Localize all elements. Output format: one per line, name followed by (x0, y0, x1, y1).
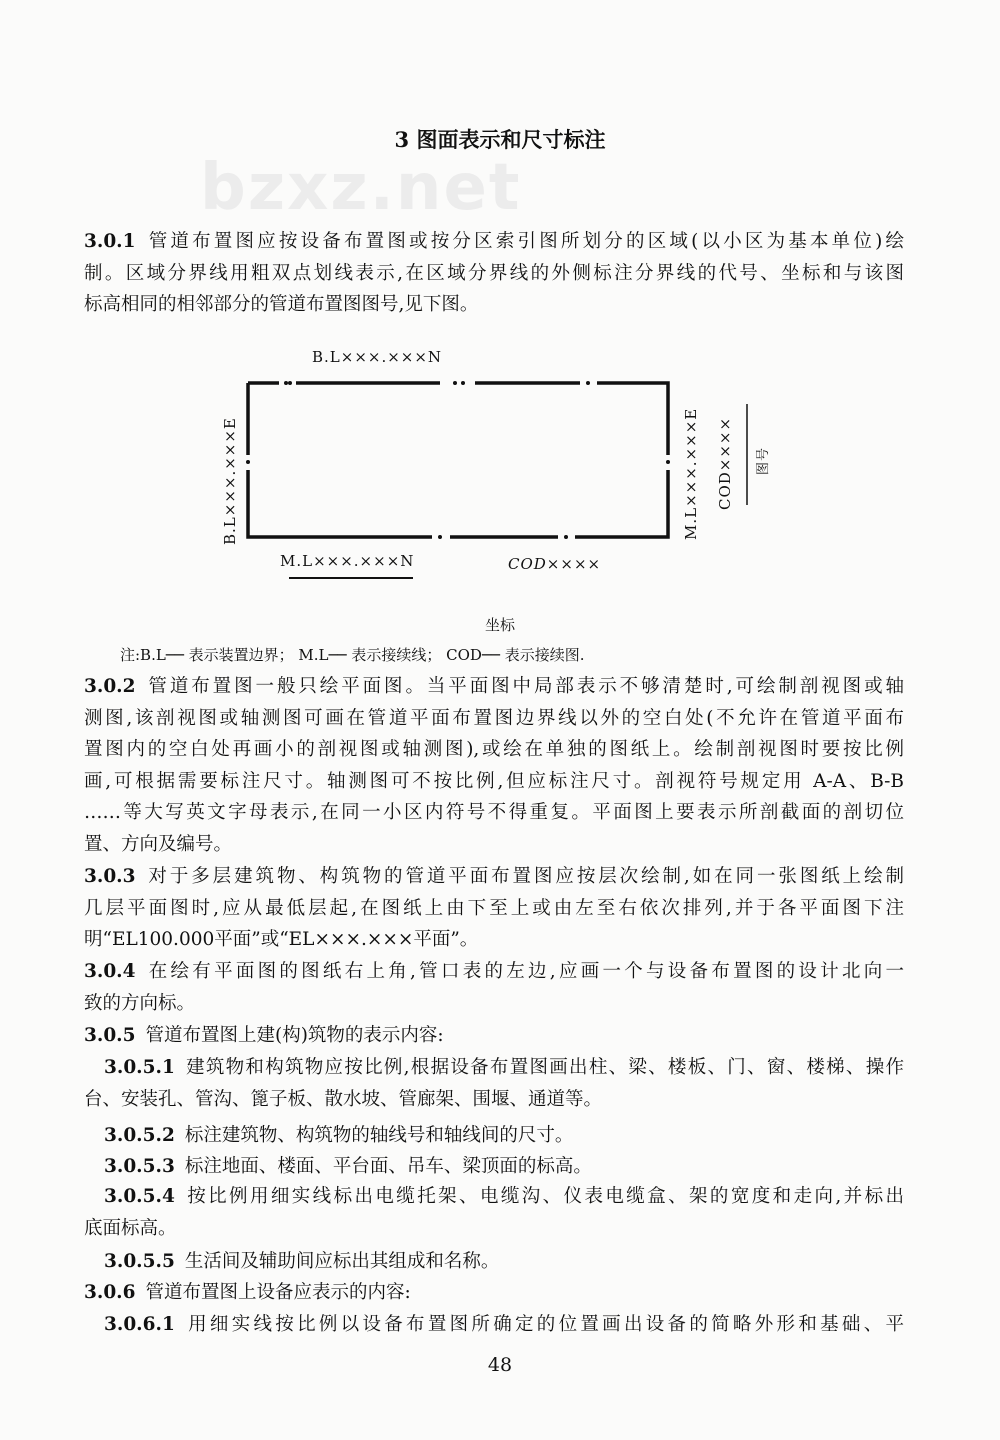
clause-number: 3.0.4 (84, 961, 136, 982)
text-line: 建筑物和构筑物应按比例,根据设备布置图画出柱、梁、楼板、门、窗、楼梯、操作 (184, 1057, 904, 1078)
bottom-cod-label: COD×××× (508, 555, 602, 573)
text-line: 管道布置图上建(构)筑物的表示内容: (145, 1025, 444, 1046)
diagram-caption: 坐标 (484, 616, 515, 634)
clause-number: 3.0.6 (84, 1282, 136, 1303)
clause-3-0-4 (84, 956, 904, 1019)
clause-3-0-5-2 (104, 1120, 904, 1152)
clause-number: 3.0.3 (84, 866, 136, 887)
text-line: 测图,该剖视图或轴测图可画在管道平面布置图边界线以外的空白处(不允许在管道平面布 (84, 707, 904, 729)
clause-number: 3.0.5.2 (104, 1125, 175, 1146)
text-line: ……等大写英文字母表示,在同一小区内符号不得重复。平面图上要表示所剖截面的剖切位 (84, 802, 904, 823)
section-title: 3 图面表示和尺寸标注 (394, 127, 606, 152)
clause-3-0-6-1 (104, 1309, 904, 1341)
clause-number: 3.0.5.1 (104, 1057, 175, 1078)
text-line: 管道布置图上设备应表示的内容: (145, 1282, 411, 1303)
text-line: 用细实线按比例以设备布置图所确定的位置画出设备的简略外形和基础、平 (184, 1314, 904, 1335)
text-line: 致的方向标。 (84, 992, 196, 1014)
text-line: 制。区域分界线用粗双点划线表示,在区域分界线的外侧标注分界线的代号、坐标和与该图 (84, 262, 904, 284)
clause-number: 3.0.5 (84, 1025, 136, 1046)
text-line: 明“EL100.000平面”或“EL×××.×××平面”。 (84, 929, 479, 950)
drawing-number-label: 图号 (756, 446, 771, 475)
clause-number: 3.0.5.5 (104, 1251, 175, 1272)
top-boundary-label: B.L×××.×××N (312, 348, 443, 366)
clause-number: 3.0.5.3 (104, 1156, 175, 1177)
text-line: 生活间及辅助间应标出其组成和名称。 (184, 1251, 500, 1272)
clause-3-0-2 (84, 671, 904, 860)
clause-3-0-5-1 (84, 1052, 904, 1115)
text-line: 底面标高。 (84, 1217, 177, 1239)
text-line: 置、方向及编号。 (84, 833, 233, 855)
left-boundary-label: B.L×××.×××E (221, 417, 239, 545)
side-cod-label: COD×××× (716, 416, 734, 510)
page-number: 48 (487, 1354, 513, 1376)
clause-3-0-5-4 (84, 1181, 904, 1244)
text-line: 在绘有平面图的图纸右上角,管口表的左边,应画一个与设备布置图的设计北向一 (145, 961, 904, 982)
boundary-rectangle (0, 0, 1000, 620)
watermark: bzxz.net (200, 151, 522, 225)
text-line: 管道布置图一般只绘平面图。当平面图中局部表示不够清楚时,可绘制剖视图或轴 (145, 676, 904, 697)
text-line: 管道布置图应按设备布置图或按分区索引图所划分的区域(以小区为基本单位)绘 (145, 231, 904, 252)
text-line: 画,可根据需要标注尺寸。轴测图可不按比例,但应标注尺寸。剖视符号规定用 A-A、B-B (84, 770, 904, 792)
clause-3-0-3 (84, 861, 904, 956)
clause-3-0-6 (84, 1277, 904, 1309)
text-line: 标高相同的相邻部分的管道布置图图号,见下图。 (84, 294, 479, 315)
text-line: 几层平面图时,应从最低层起,在图纸上由下至上或由左至右依次排列,并于各平面图下注 (84, 897, 904, 919)
clause-3-0-5-3 (104, 1151, 904, 1183)
text-line: 置图内的空白处再画小的剖视图或轴测图),或绘在单独的图纸上。绘制剖视图时要按比例 (84, 739, 904, 760)
clause-number: 3.0.5.4 (104, 1186, 175, 1207)
text-line: 标注建筑物、构筑物的轴线号和轴线间的尺寸。 (184, 1125, 574, 1146)
right-boundary-label: M.L×××.×××E (682, 407, 700, 540)
text-line: 按比例用细实线标出电缆托架、电缆沟、仪表电缆盒、架的宽度和走向,并标出 (184, 1186, 904, 1207)
diagram-note: 注:B.L── 表示装置边界； M.L── 表示接续线； COD── 表示接续图. (120, 646, 585, 664)
text-line: 对于多层建筑物、构筑物的管道平面布置图应按层次绘制,如在同一张图纸上绘制 (145, 866, 904, 887)
bottom-boundary-label: M.L×××.×××N (280, 552, 415, 570)
text-line: 标注地面、楼面、平台面、吊车、梁顶面的标高。 (184, 1156, 592, 1177)
clause-number: 3.0.6.1 (104, 1314, 175, 1335)
clause-3-0-5-5 (104, 1246, 904, 1278)
clause-number: 3.0.2 (84, 676, 136, 697)
text-line: 台、安装孔、管沟、篦子板、散水坡、管廊架、围堰、通道等。 (84, 1088, 603, 1110)
clause-number: 3.0.1 (84, 231, 136, 252)
clause-3-0-5 (84, 1020, 904, 1052)
